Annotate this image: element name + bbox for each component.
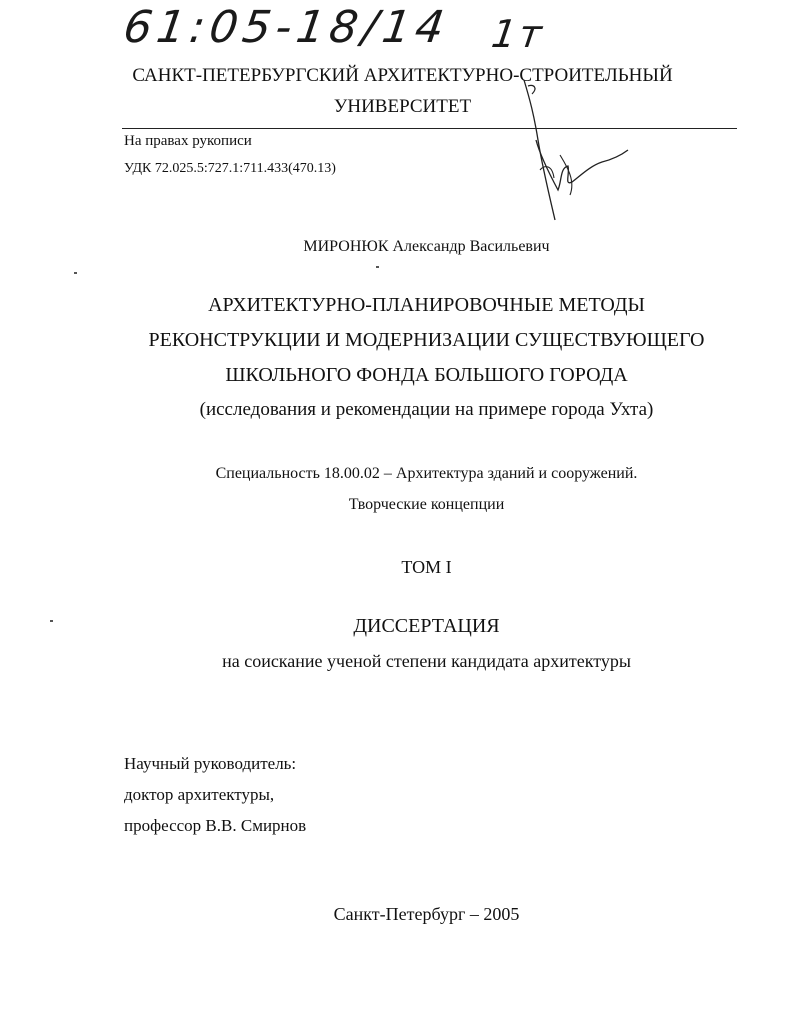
specialty-line1: Специальность 18.00.02 – Архитектура зданий и сооружений. (215, 465, 638, 482)
thesis-title-line1: АРХИТЕКТУРНО-ПЛАНИРОВОЧНЫЕ МЕТОДЫ (208, 294, 645, 316)
supervisor-role: Научный руководитель: (124, 754, 297, 773)
rights-notice: На правах рукописи (124, 133, 252, 149)
specialty-line2: Творческие концепции (348, 496, 505, 513)
udk-code: УДК 72.025.5:727.1:711.433(470.13) (124, 161, 336, 176)
degree-statement: на соискание ученой степени кандидата архитектуры (222, 651, 631, 671)
thesis-title-line2: РЕКОНСТРУКЦИИ И МОДЕРНИЗАЦИИ СУЩЕСТВУЮЩЕГО (148, 329, 705, 351)
city-year: Санкт-Петербург – 2005 (333, 904, 520, 924)
signature-icon (510, 70, 650, 230)
thesis-title-line3: ШКОЛЬНОГО ФОНДА БОЛЬШОГО ГОРОДА (225, 364, 628, 386)
document-type: ДИССЕРТАЦИЯ (353, 615, 500, 637)
volume-label: ТОМ I (401, 557, 452, 577)
handwritten-catalog-code: 61:05-18/14 (120, 2, 453, 53)
university-name-line2: УНИВЕРСИТЕТ (333, 96, 472, 117)
thesis-subtitle: (исследования и рекомендации на примере города Ухта) (199, 399, 654, 420)
scan-speck (74, 272, 77, 274)
handwritten-copy-mark: 1т (488, 12, 548, 56)
scan-speck (50, 620, 53, 622)
supervisor-name: профессор В.В. Смирнов (124, 816, 307, 835)
supervisor-title: доктор архитектуры, (124, 785, 275, 804)
author-name: МИРОНЮК Александр Васильевич (303, 238, 550, 255)
university-name-line1: САНКТ-ПЕТЕРБУРГСКИЙ АРХИТЕКТУРНО-СТРОИТЕЛЬНЫЙ (132, 65, 673, 86)
scan-speck (376, 266, 379, 268)
